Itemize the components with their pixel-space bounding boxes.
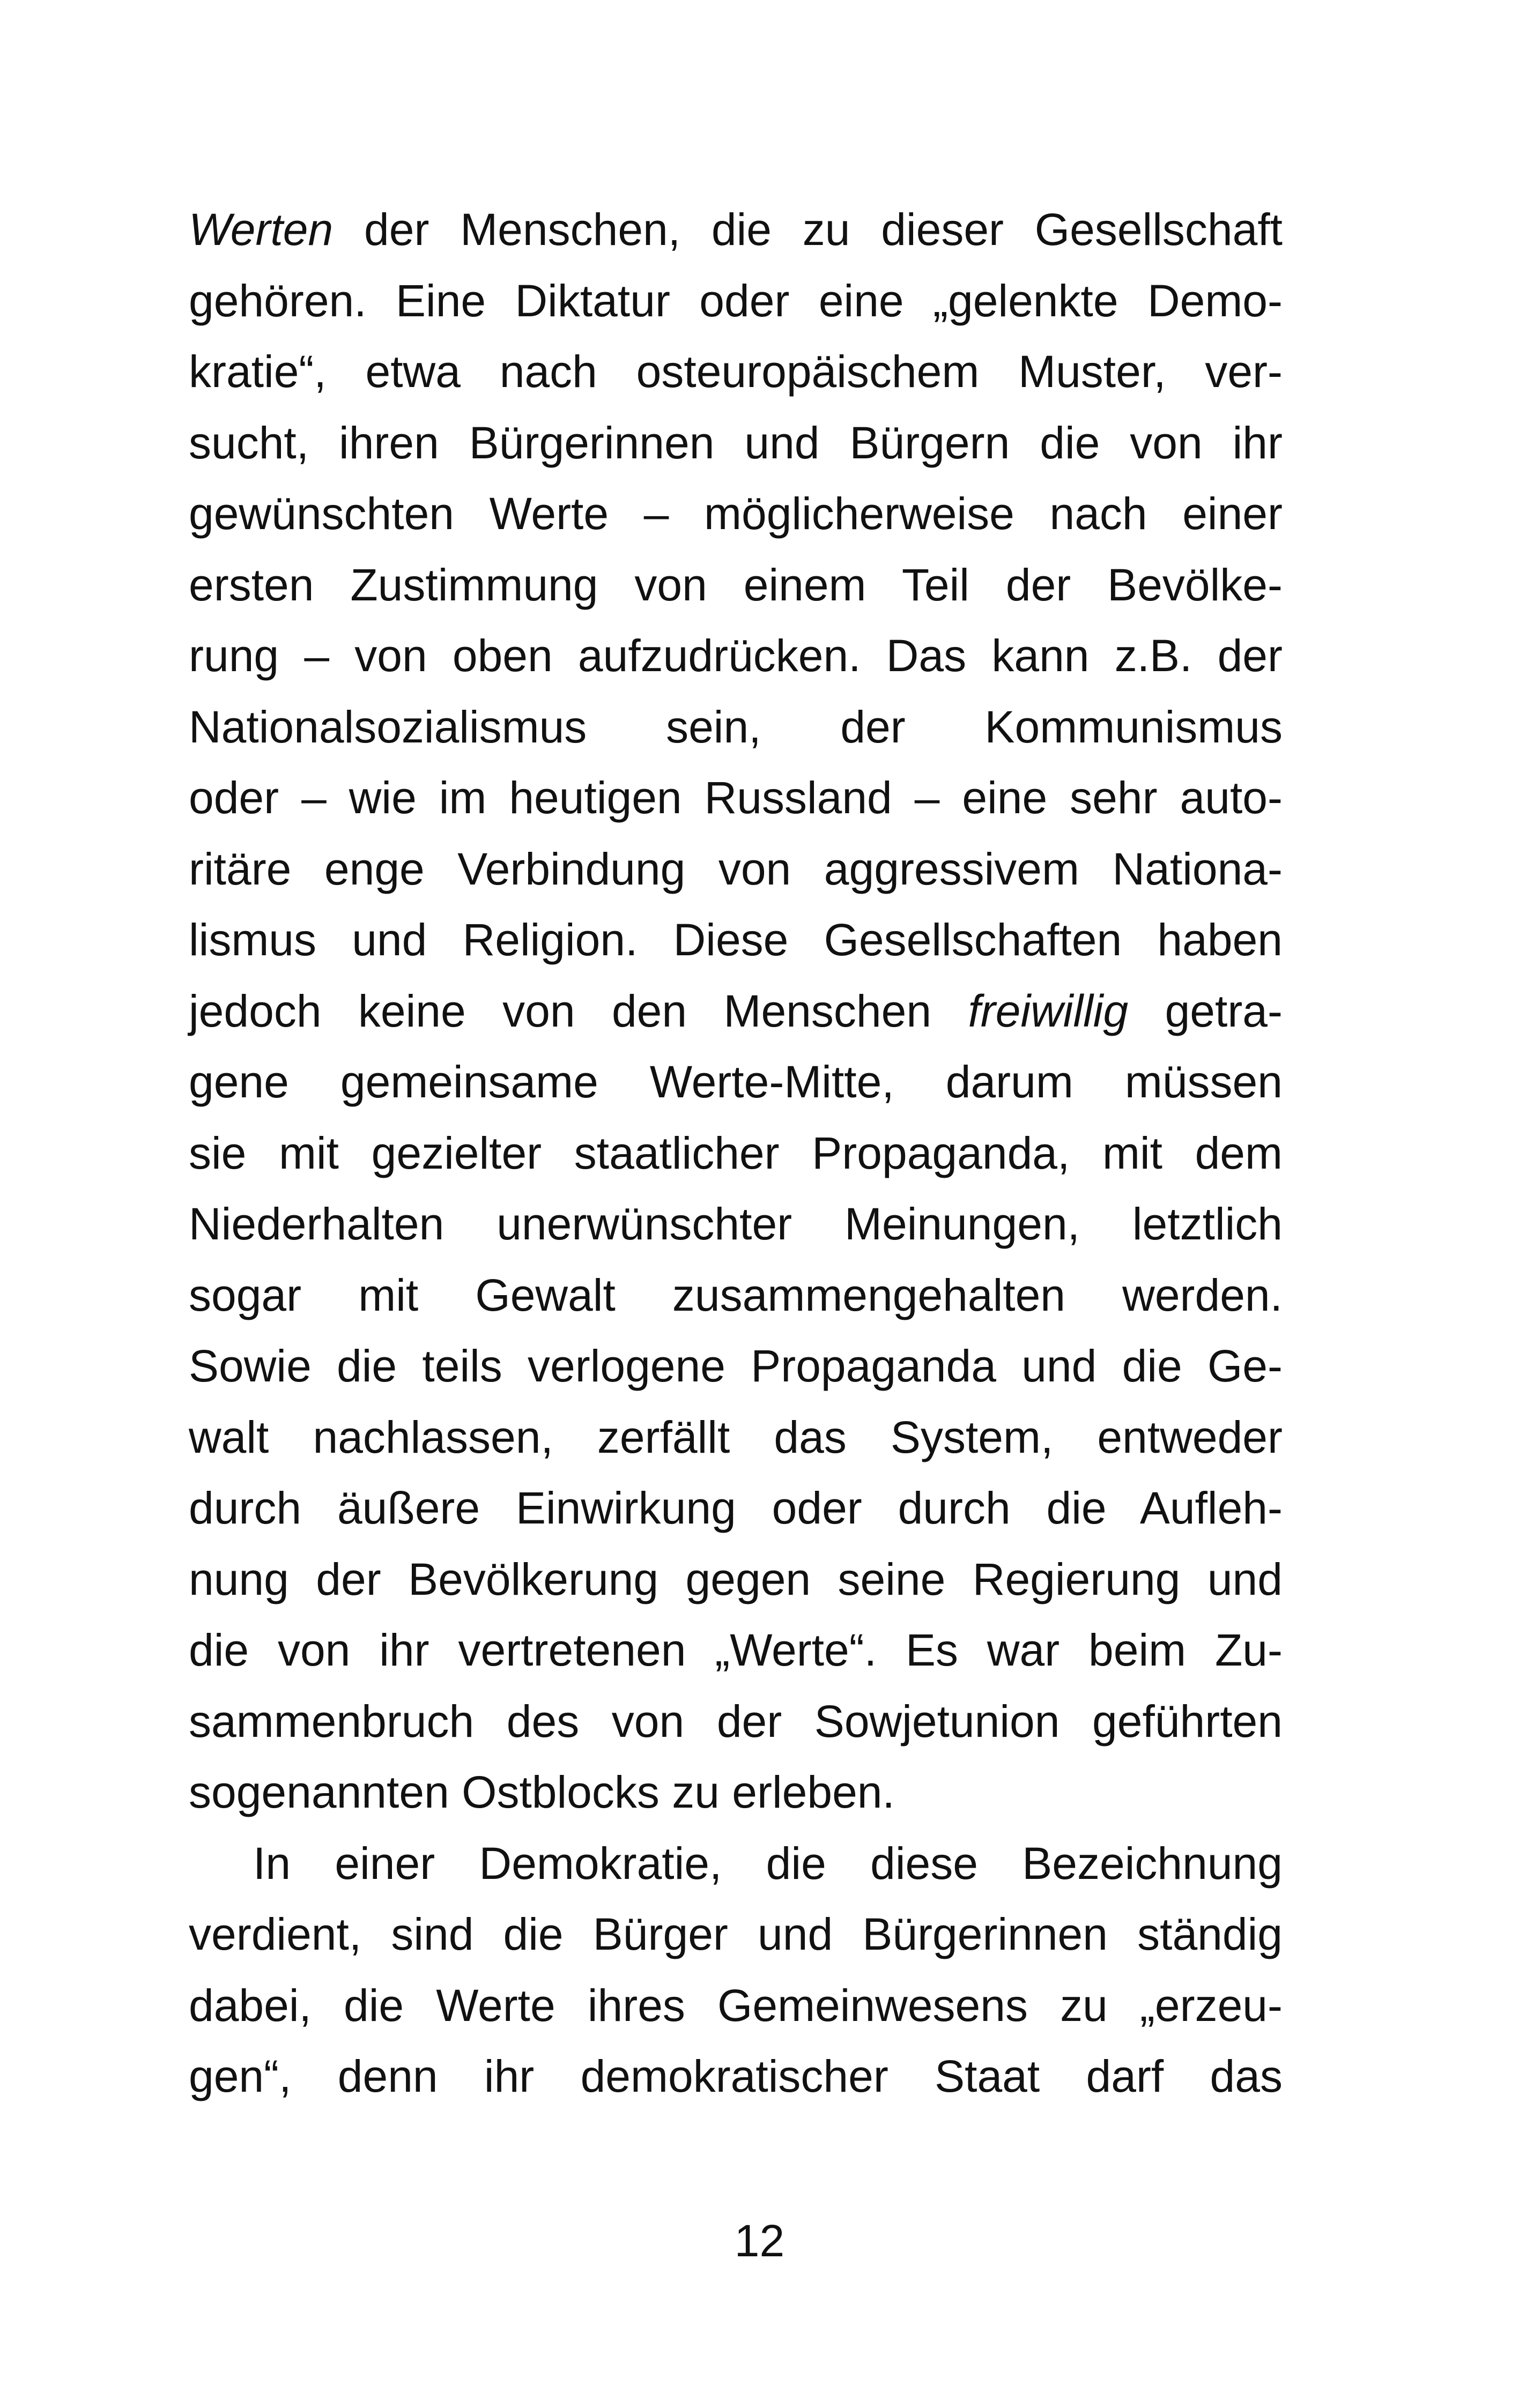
text-line [189, 1402, 1283, 1473]
text-line [189, 549, 1283, 621]
text-run: getra- [1128, 985, 1283, 1036]
text-run: die von ihr vertretenen „Werte“. Es war beim Zu- [189, 1625, 1283, 1675]
text-run: rung – von oben aufzudrücken. Das kann z.B. der [189, 630, 1283, 681]
text-line [189, 1331, 1283, 1402]
text-run: gehören. Eine Diktatur oder eine „gelenkte Demo- [189, 275, 1283, 326]
paragraph [189, 194, 1283, 1828]
text-run: Niederhalten unerwünschter Meinungen, letztlich [189, 1199, 1283, 1249]
text-line [189, 1046, 1283, 1118]
text-line [189, 1473, 1283, 1544]
text-run: der Menschen, die zu dieser Gesellschaft [333, 204, 1283, 255]
text-line [189, 1757, 1283, 1828]
text-run: nung der Bevölkerung gegen seine Regierung und [189, 1554, 1283, 1604]
text-line [189, 2041, 1283, 2112]
text-line [189, 620, 1283, 692]
page-number: 12 [734, 2216, 785, 2266]
text-run: Sowie die teils verlogene Propaganda und die Ge- [189, 1341, 1283, 1391]
text-line [189, 1188, 1283, 1260]
text-line [189, 407, 1283, 479]
text-run: gewünschten Werte – möglicherweise nach einer [189, 488, 1283, 539]
text-line [189, 904, 1283, 976]
text-line [189, 1828, 1283, 1899]
text-line [189, 194, 1283, 265]
text-line [189, 1260, 1283, 1331]
text-run: sogenannten Ostblocks zu erleben. [189, 1767, 895, 1817]
text-run: durch äußere Einwirkung oder durch die Aufleh- [189, 1483, 1283, 1533]
text-line [189, 1970, 1283, 2041]
text-run: walt nachlassen, zerfällt das System, entweder [189, 1411, 1283, 1462]
text-line [189, 762, 1283, 834]
text-run: Nationalsozialismus sein, der Kommunismus [189, 701, 1283, 752]
italic-text: Werten [189, 204, 334, 255]
text-line [189, 976, 1283, 1047]
paragraph [189, 1828, 1283, 2112]
text-run: dabei, die Werte ihres Gemeinwesens zu „erzeu- [189, 1980, 1283, 2031]
text-run: jedoch keine von den Menschen [189, 985, 968, 1036]
text-run: sogar mit Gewalt zusammengehalten werden. [189, 1269, 1283, 1320]
text-line [189, 265, 1283, 337]
text-run: lismus und Religion. Diese Gesellschaften haben [189, 915, 1283, 965]
text-run: In einer Demokratie, die diese Bezeichnung [253, 1838, 1283, 1889]
text-line [189, 478, 1283, 549]
text-line [189, 336, 1283, 407]
text-line [189, 1118, 1283, 1189]
text-line [189, 1686, 1283, 1757]
text-line [189, 834, 1283, 905]
text-run: sammenbruch des von der Sowjetunion geführten [189, 1696, 1283, 1746]
text-line [189, 1899, 1283, 1970]
text-run: gene gemeinsame Werte-Mitte, darum müssen [189, 1057, 1283, 1107]
text-run: ersten Zustimmung von einem Teil der Bevölke- [189, 559, 1283, 610]
text-line [189, 1615, 1283, 1686]
text-run: ritäre enge Verbindung von aggressivem Nationa- [189, 843, 1283, 894]
italic-text: freiwillig [968, 985, 1129, 1036]
text-line [189, 692, 1283, 763]
text-run: sie mit gezielter staatlicher Propaganda, mit dem [189, 1127, 1283, 1178]
text-run: oder – wie im heutigen Russland – eine sehr auto- [189, 772, 1283, 823]
text-run: gen“, denn ihr demokratischer Staat darf das [189, 2051, 1283, 2101]
body-text [189, 194, 1283, 2112]
text-run: sucht, ihren Bürgerinnen und Bürgern die von ihr [189, 417, 1283, 468]
text-run: kratie“, etwa nach osteuropäischem Muster, ver- [189, 346, 1283, 397]
text-line [189, 1544, 1283, 1615]
text-run: verdient, sind die Bürger und Bürgerinnen ständig [189, 1909, 1283, 1959]
